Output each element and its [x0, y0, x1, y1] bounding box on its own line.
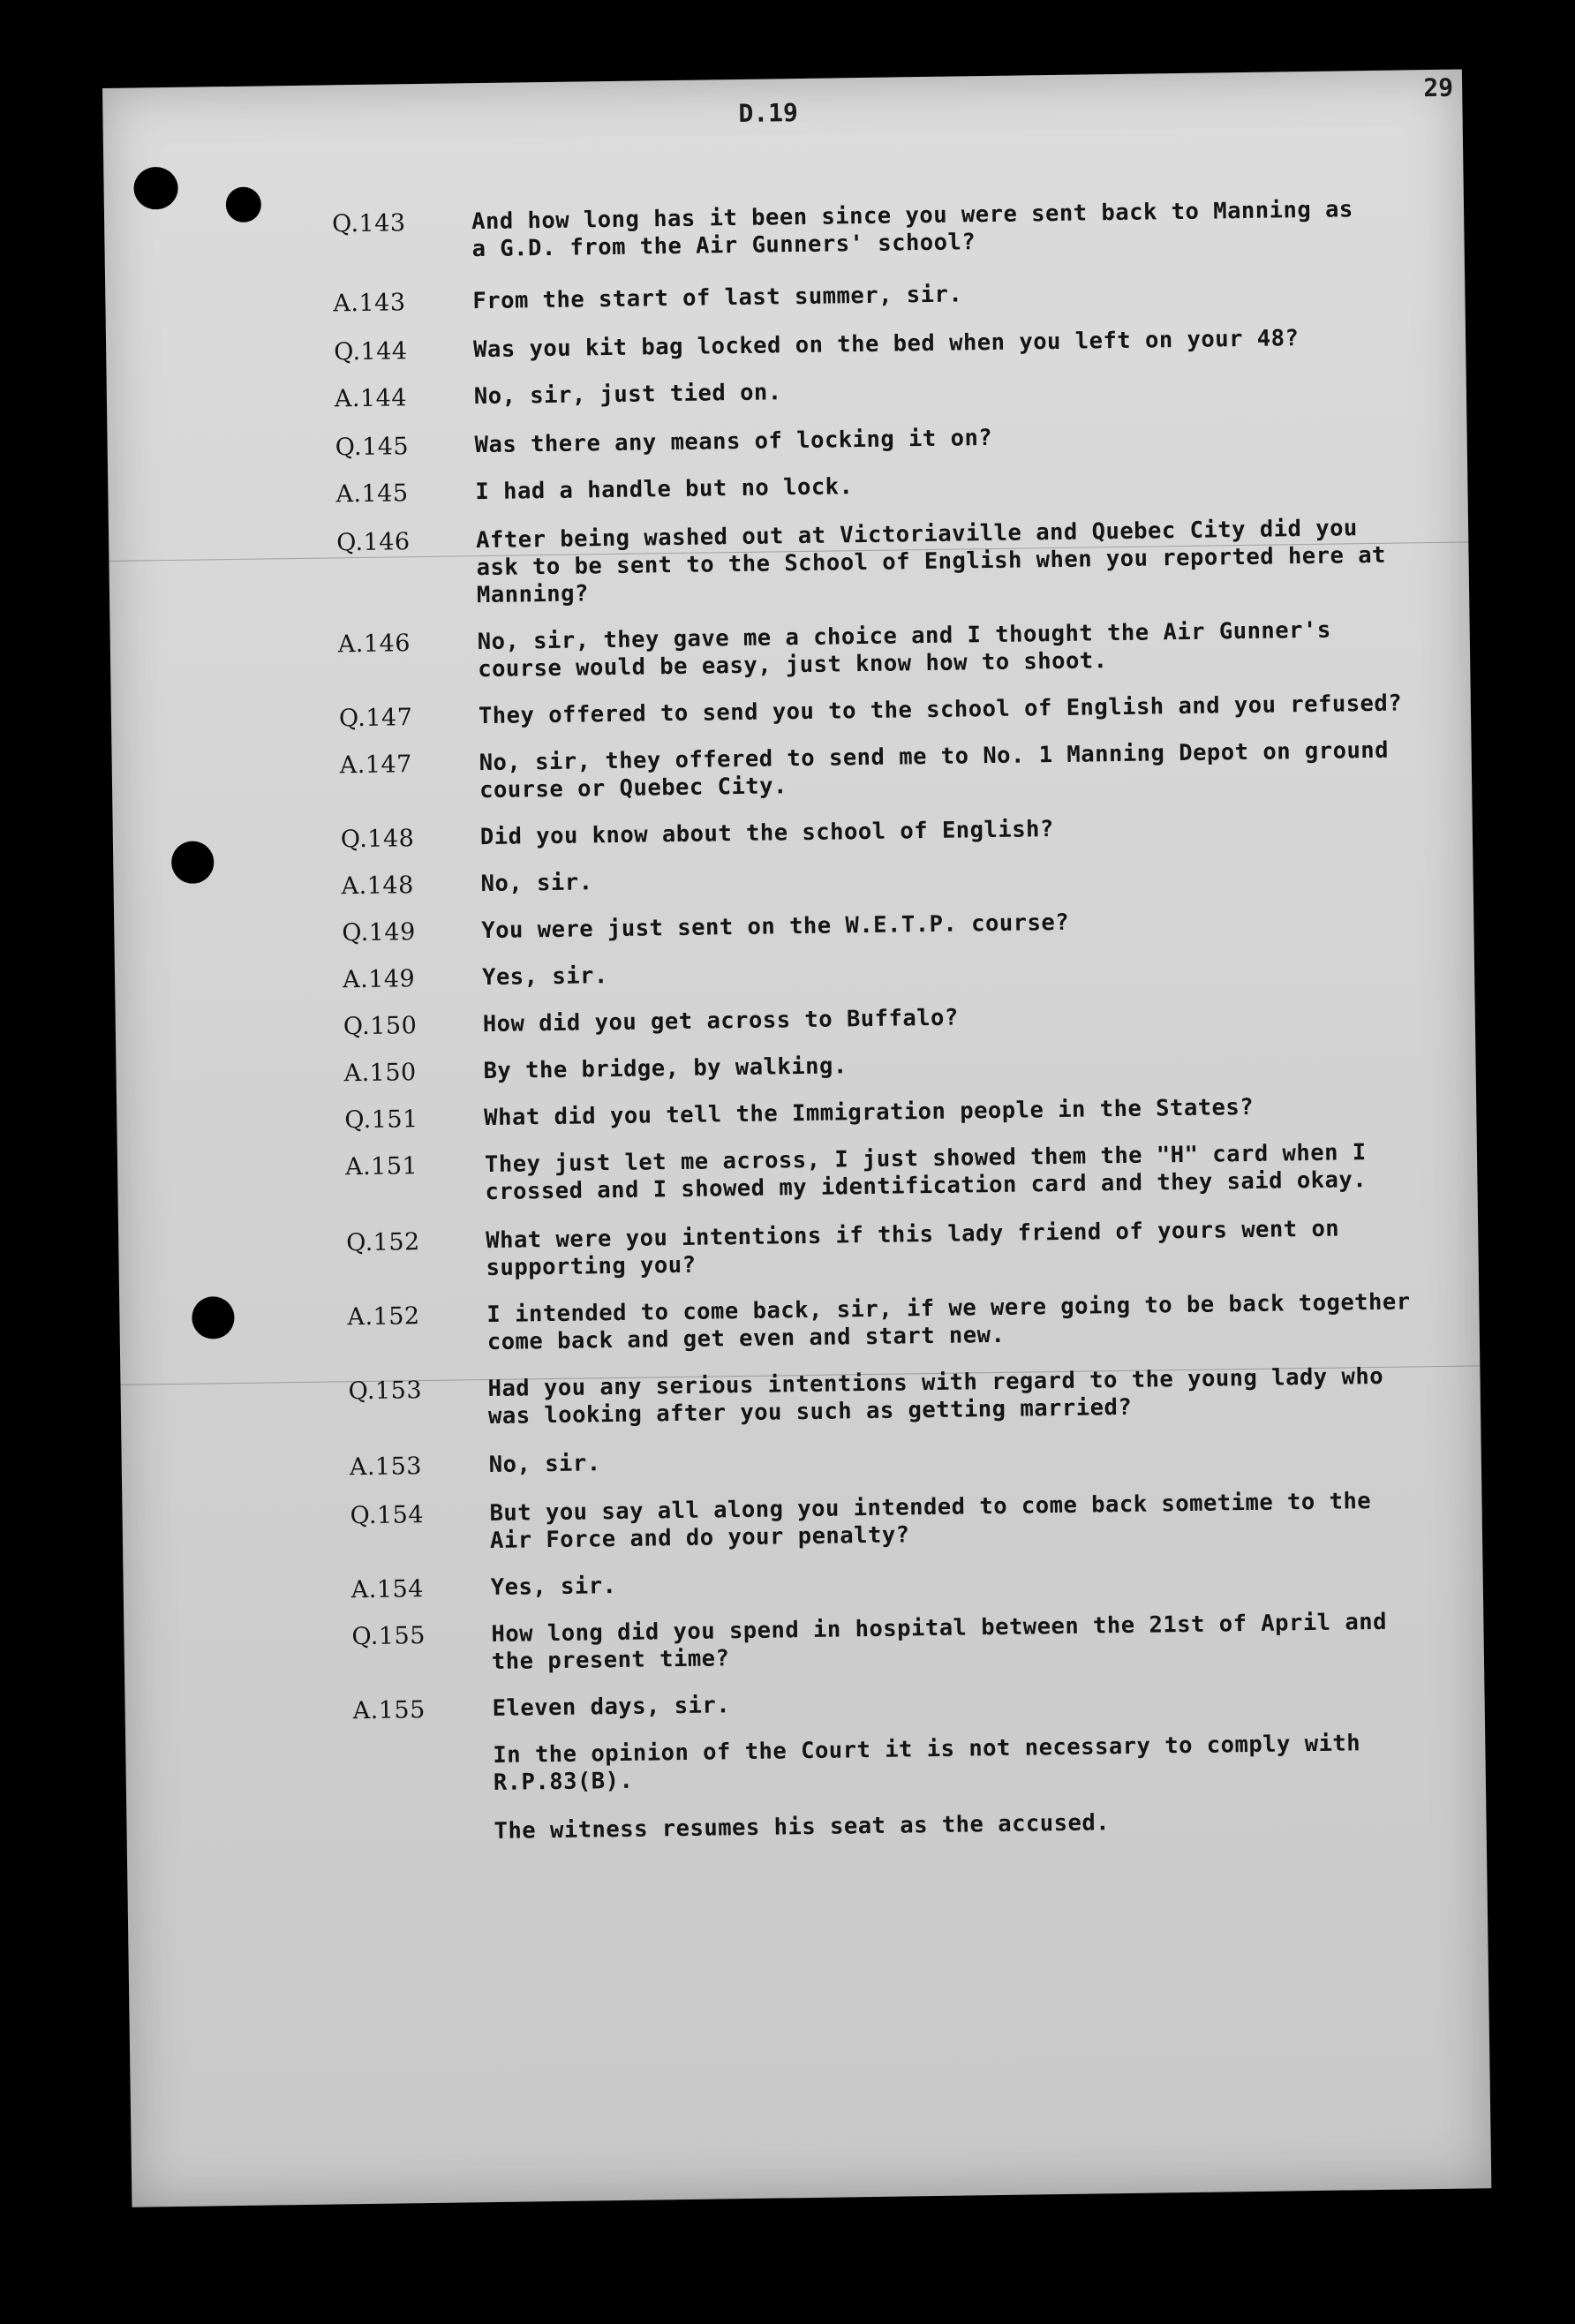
entry-text: No, sir, they offered to send me to No. 1 Manning Depot on ground course or Quebec City. [479, 736, 1390, 804]
entry-text: Eleven days, sir. [492, 1692, 731, 1723]
entry-text: You were just sent on the W.E.T.P. course? [481, 909, 1070, 945]
entry-text: Yes, sir. [490, 1573, 617, 1602]
entry-text: Did you know about the school of English? [479, 816, 1054, 851]
entry-text: No, sir. [480, 869, 593, 898]
entry-text: Had you any serious intentions with regard to the young lady who was looking after you such as getting married? [487, 1362, 1384, 1430]
entry-number: Q.146 [335, 528, 411, 557]
punch-hole-1 [133, 167, 178, 210]
qa-entry [340, 736, 1453, 807]
qa-entry [335, 465, 1448, 509]
qa-entry [341, 811, 1453, 854]
entry-text: Was there any means of locking it on? [474, 424, 993, 459]
entry-text: Yes, sir. [481, 962, 608, 992]
punch-hole-4 [192, 1296, 235, 1339]
entry-number: A.155 [352, 1696, 426, 1725]
entry-text: But you say all along you intended to come back sometime to the Air Force and do your penalty? [489, 1488, 1372, 1555]
qa-entry [342, 904, 1454, 947]
entry-text: And how long has it been since you were sent back to Manning as a G.D. from the Air Gunners' school? [471, 196, 1353, 263]
entry-text: Was you kit bag locked on the bed when you left on your 48? [472, 325, 1300, 364]
entry-text: No, sir. [488, 1450, 601, 1479]
qa-entry [341, 857, 1453, 901]
entry-number: Q.149 [342, 918, 417, 947]
entry-number: Q.143 [331, 209, 406, 238]
entry-text: From the start of last summer, sir. [472, 281, 963, 315]
qa-entry [351, 1561, 1464, 1604]
entry-number: A.146 [337, 630, 411, 659]
entry-number: A.151 [344, 1152, 418, 1181]
entry-number: Q.152 [346, 1228, 420, 1257]
qa-entry [343, 998, 1456, 1041]
entry-number: Q.151 [344, 1105, 418, 1135]
entry-text: They just let me across, I just showed them the "H" card when I crossed and I showed my identification card and they said okay. [484, 1139, 1368, 1206]
qa-entry [350, 1438, 1462, 1482]
entry-text: I intended to come back, sir, if we were going to be back together come back and get even and start new. [486, 1288, 1411, 1356]
entry-text: How did you get across to Buffalo? [482, 1004, 959, 1038]
entry-number: A.145 [335, 479, 409, 509]
entry-number: Q.145 [335, 433, 410, 462]
entry-number: A.144 [334, 384, 408, 413]
entry-text: By the bridge, by walking. [483, 1053, 848, 1085]
entry-number: A.143 [333, 289, 406, 318]
punch-hole-2 [226, 187, 262, 223]
question-answer-list [332, 195, 1467, 1847]
entry-number: Q.153 [348, 1377, 423, 1406]
entry-number: A.154 [350, 1575, 425, 1604]
entry-text: What were you intentions if this lady friend of yours went on supporting you? [486, 1215, 1340, 1282]
entry-number: A.148 [341, 872, 414, 901]
entry-text: I had a handle but no lock. [475, 473, 854, 506]
entry-number: Q.147 [338, 704, 413, 733]
punch-hole-3 [171, 841, 215, 884]
qa-entry [344, 1091, 1457, 1135]
entry-number: Q.155 [351, 1622, 426, 1651]
qa-entry [351, 1608, 1465, 1679]
entry-number: A.153 [349, 1452, 423, 1482]
qa-entry [352, 1682, 1465, 1725]
document-code: D.19 [738, 98, 799, 128]
qa-entry [339, 690, 1451, 733]
qa-entry [350, 1487, 1463, 1558]
entry-number: Q.150 [343, 1012, 418, 1041]
entry-number: A.149 [342, 965, 416, 994]
entry-text: How long did you spend in hospital between the 21st of April and the present time? [491, 1608, 1388, 1676]
typed-page [102, 69, 1491, 2207]
entry-number: A.152 [347, 1302, 420, 1332]
entry-text: They offered to send you to the school of English and you refused? [478, 690, 1403, 730]
entry-text: No, sir, just tied on. [473, 379, 782, 411]
qa-entry [336, 514, 1450, 612]
qa-entry [333, 275, 1445, 318]
entry-number: A.150 [343, 1059, 417, 1088]
qa-entry [334, 323, 1446, 366]
qa-entry [345, 1138, 1458, 1209]
page-number: 29 [1423, 72, 1454, 103]
qa-entry [348, 1362, 1461, 1433]
entry-number: Q.148 [340, 825, 415, 854]
qa-entry [343, 951, 1455, 994]
closing-paragraph: The witness resumes his seat as the accused. [494, 1809, 1111, 1845]
qa-entry [335, 419, 1447, 462]
qa-entry [332, 195, 1445, 266]
qa-entry [338, 615, 1451, 686]
qa-entry [347, 1288, 1460, 1359]
entry-text: No, sir, they gave me a choice and I thought the Air Gunner's course would be easy, just know how to shoot. [477, 616, 1331, 683]
entry-text: After being washed out at Victoriaville and Quebec City did you ask to be sent to the School of English when you reported here at Manning? [475, 515, 1387, 609]
qa-entry [343, 1045, 1456, 1088]
qa-entry [346, 1214, 1459, 1285]
entry-number: Q.144 [333, 337, 408, 366]
qa-entry [335, 370, 1447, 413]
entry-number: Q.154 [350, 1501, 425, 1530]
closing-paragraph: In the opinion of the Court it is not necessary to comply with R.P.83(B). [493, 1730, 1361, 1797]
entry-number: A.147 [339, 751, 413, 780]
entry-text: What did you tell the Immigration people in the States? [484, 1093, 1255, 1132]
